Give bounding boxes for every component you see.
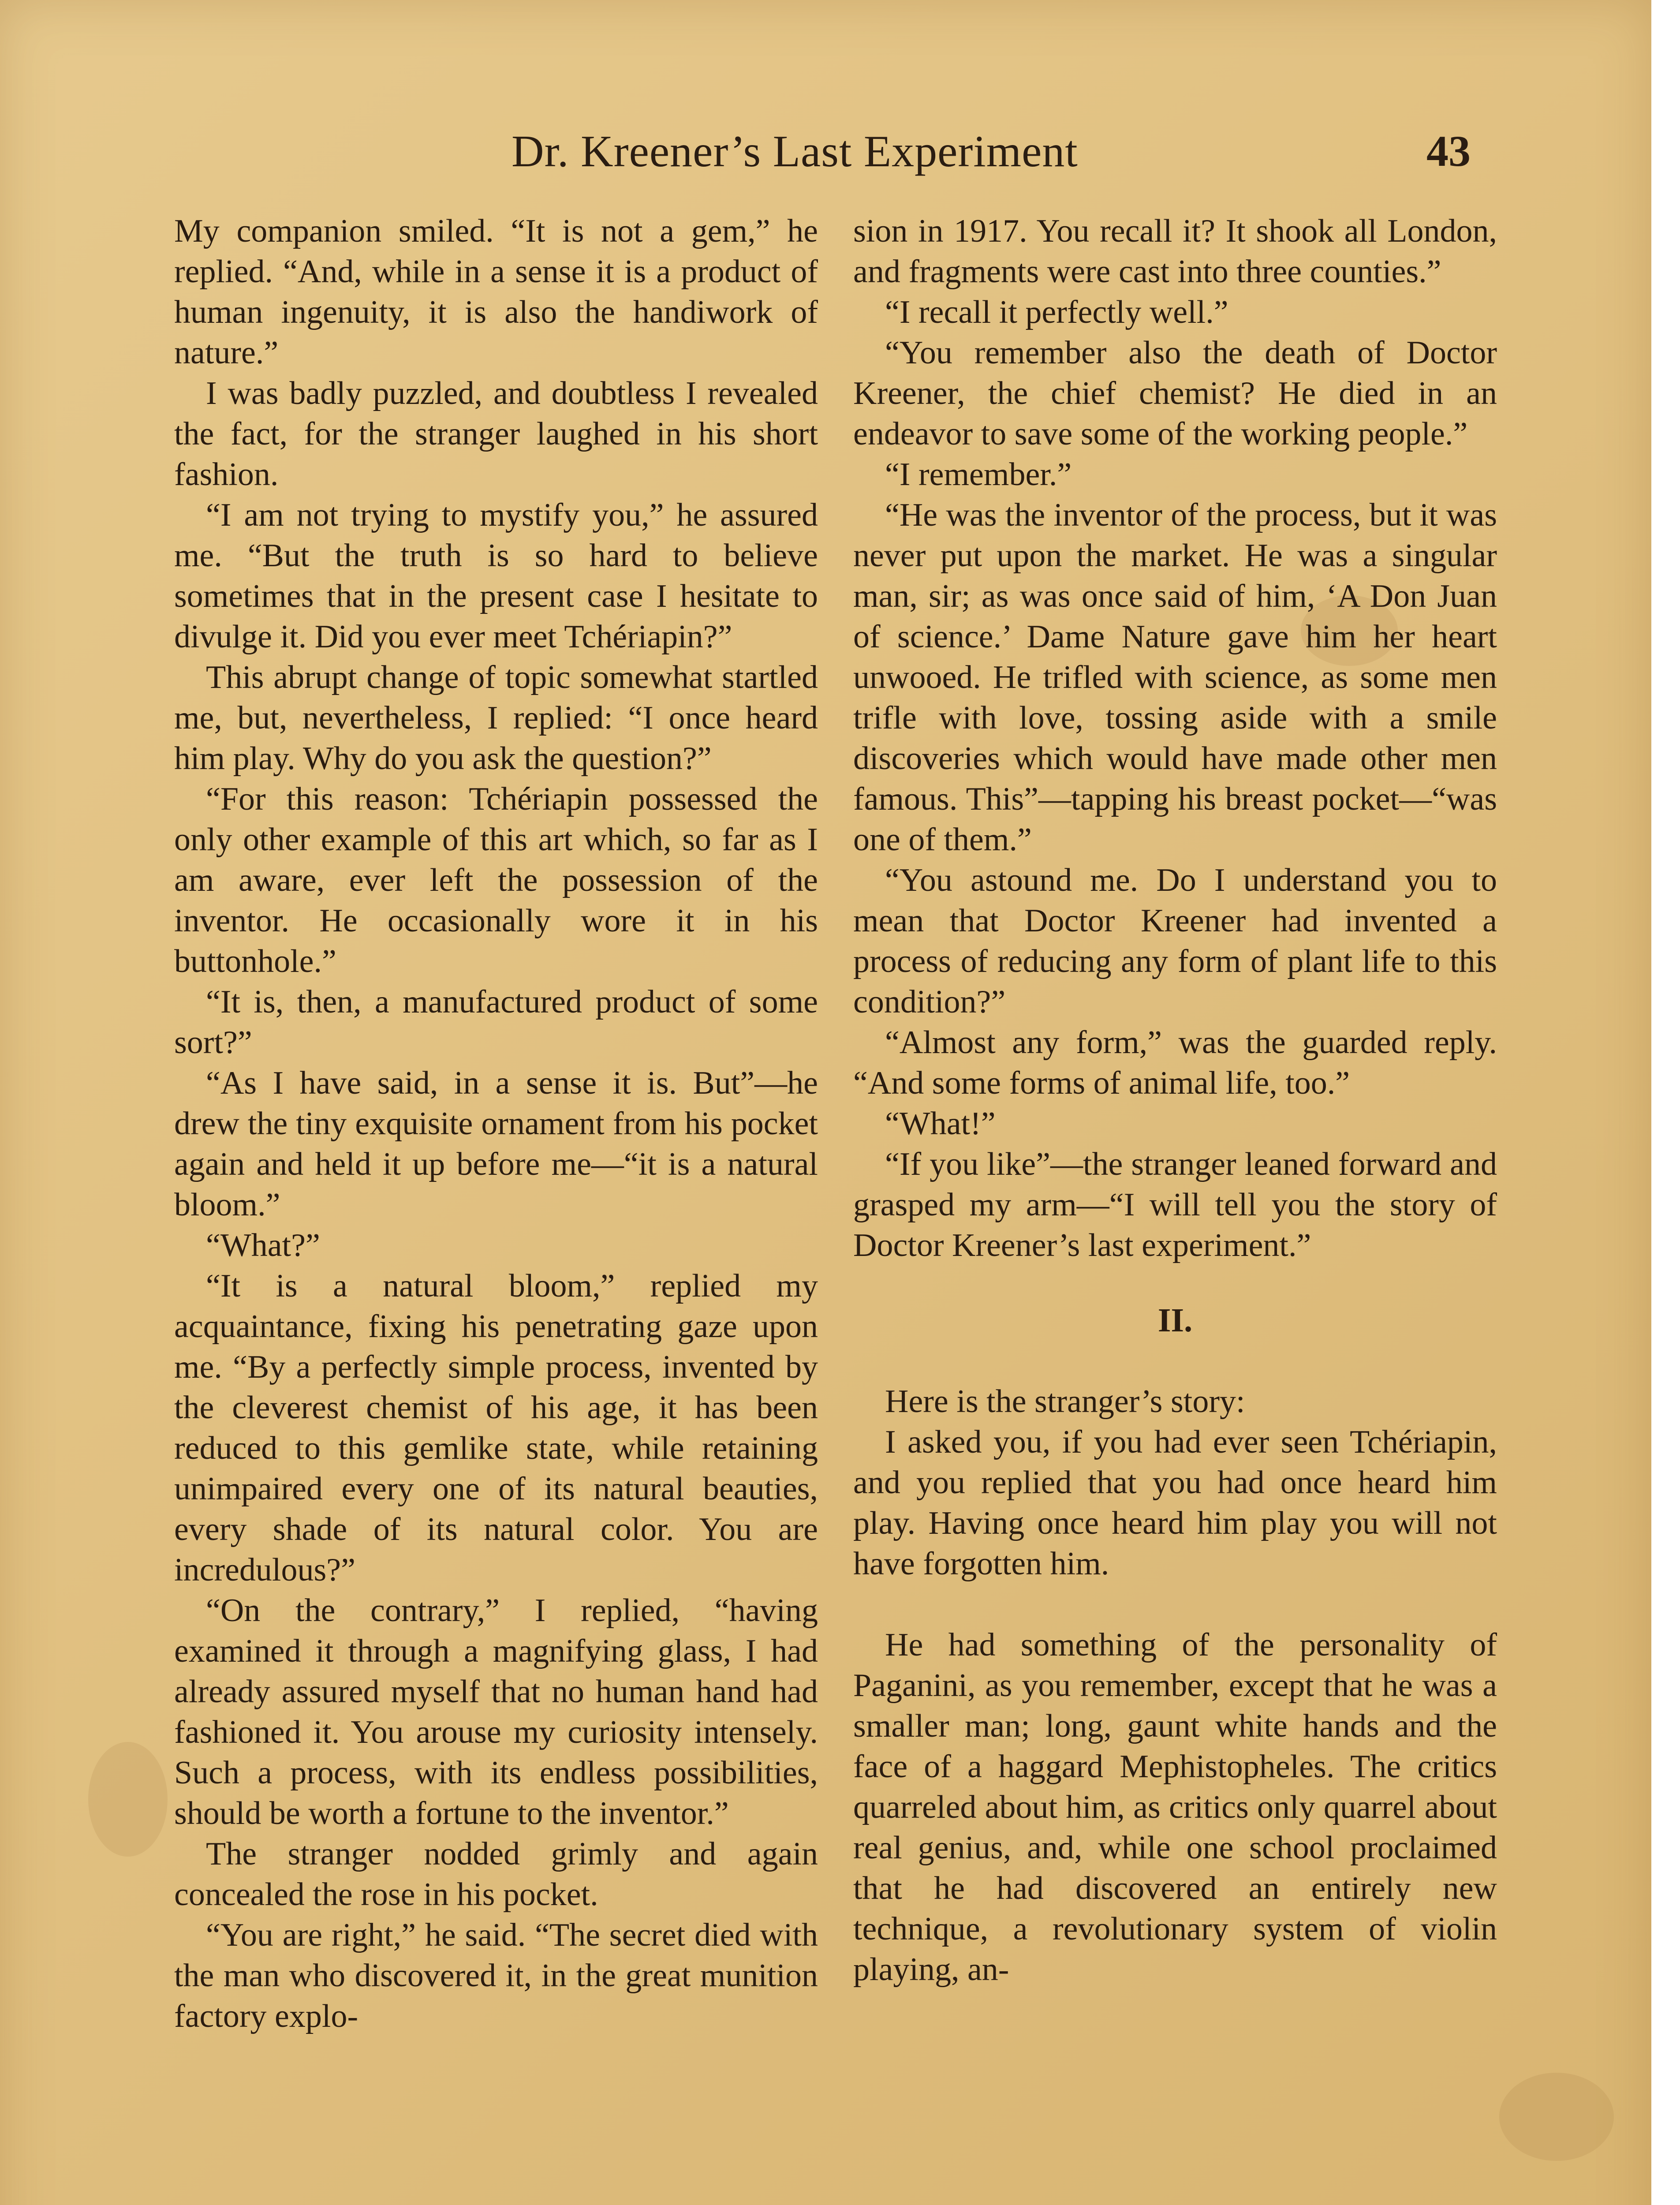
paragraph: “I am not trying to mystify you,” he assured me. “But the truth is so hard to believe sometimes that in the present case I hesitate to divulge it. Did you ever meet Tchériapin?” bbox=[174, 497, 818, 655]
paragraph: “What?” bbox=[206, 1227, 320, 1263]
paragraph: This abrupt change of topic somewhat startled me, but, nevertheless, I replied: “I once heard him play. Why do you ask the question?” bbox=[174, 659, 818, 777]
paper-stain bbox=[1499, 2073, 1614, 2161]
paragraph: “What!” bbox=[885, 1106, 996, 1142]
page-number: 43 bbox=[1426, 127, 1471, 176]
paragraph: “I recall it perfectly well.” bbox=[885, 294, 1228, 330]
paragraph: “He was the inventor of the process, but it was never put upon the market. He was a singular man, sir; as was once said of him, ‘A Don Juan of science.’ Dame Nature gave him her heart unwooed. He trifled with science, as some men trifle with love, tossing aside with a smile discoveries which would have made other men famous. This”—tapping his breast pocket—“was one of them.” bbox=[853, 497, 1497, 858]
paragraph: He had something of the personality of Paganini, as you remember, except that he was a smaller man; long, gaunt white hands and the face of a haggard Mephistopheles. The critics quarreled about him, as critics only quarrel about real genius, and, while one school proclaimed that he had discovered an entirely new technique, a revolutionary system of violin playing, an- bbox=[853, 1627, 1497, 1988]
paragraph: “I remember.” bbox=[885, 456, 1072, 493]
paragraph: “If you like”—the stranger leaned forward and grasped my arm—“I will tell you the story of Doctor Kreener’s last experiment.” bbox=[853, 1146, 1497, 1263]
paragraph: “Almost any form,” was the guarded reply. “And some forms of animal life, too.” bbox=[853, 1024, 1497, 1101]
paragraph: sion in 1917. You recall it? It shook all London, and fragments were cast into three counties.” bbox=[853, 213, 1497, 290]
right-column bbox=[853, 211, 1497, 1990]
paragraph: “For this reason: Tchériapin possessed the only other example of this art which, so far as I am aware, ever left the possession of the inventor. He occasionally wore it in his buttonhole.” bbox=[174, 781, 818, 979]
paper-stain bbox=[88, 1742, 168, 1857]
paragraph: Here is the stranger’s story: bbox=[885, 1383, 1245, 1420]
paragraph: I asked you, if you had ever seen Tchériapin, and you replied that you had once heard him play. Having once heard him play you will not have forgotten him. bbox=[853, 1424, 1497, 1582]
running-title: Dr. Kreener’s Last Experiment bbox=[511, 127, 1078, 176]
paragraph: “You astound me. Do I understand you to mean that Doctor Kreener had invented a process of reducing any form of plant life to this condition?” bbox=[853, 862, 1497, 1020]
paragraph: The stranger nodded grimly and again concealed the rose in his pocket. bbox=[174, 1836, 818, 1913]
paragraph: “You are right,” he said. “The secret died with the man who discovered it, in the great munition factory explo- bbox=[174, 1917, 818, 2034]
paragraph: I was badly puzzled, and doubtless I revealed the fact, for the stranger laughed in his short fashion. bbox=[174, 375, 818, 493]
paragraph: “It is, then, a manufactured product of some sort?” bbox=[174, 984, 818, 1061]
paragraph: “As I have said, in a sense it is. But”—he drew the tiny exquisite ornament from his pocket again and held it up before me—“it is a natural bloom.” bbox=[174, 1065, 818, 1223]
paragraph: “You remember also the death of Doctor Kreener, the chief chemist? He died in an endeavor to save some of the working people.” bbox=[853, 335, 1497, 452]
section-heading: II. bbox=[1157, 1302, 1193, 1339]
scan-border bbox=[1651, 0, 1680, 2205]
paragraph: “It is a natural bloom,” replied my acquaintance, fixing his penetrating gaze upon me. “By a perfectly simple process, invented by the cleverest chemist of his age, it has been reduced to this gemlike state, while retaining unimpaired every one of its natural beauties, every shade of its natural color. You are incredulous?” bbox=[174, 1268, 818, 1588]
left-column bbox=[174, 211, 818, 2037]
paragraph: My companion smiled. “It is not a gem,” he replied. “And, while in a sense it is a product of human ingenuity, it is also the handiwork of nature.” bbox=[174, 213, 818, 371]
paragraph: “On the contrary,” I replied, “having examined it through a magnifying glass, I had already assured myself that no human hand had fashioned it. You arouse my curiosity intensely. Such a process, with its endless possibilities, should be worth a fortune to the inventor.” bbox=[174, 1592, 818, 1831]
